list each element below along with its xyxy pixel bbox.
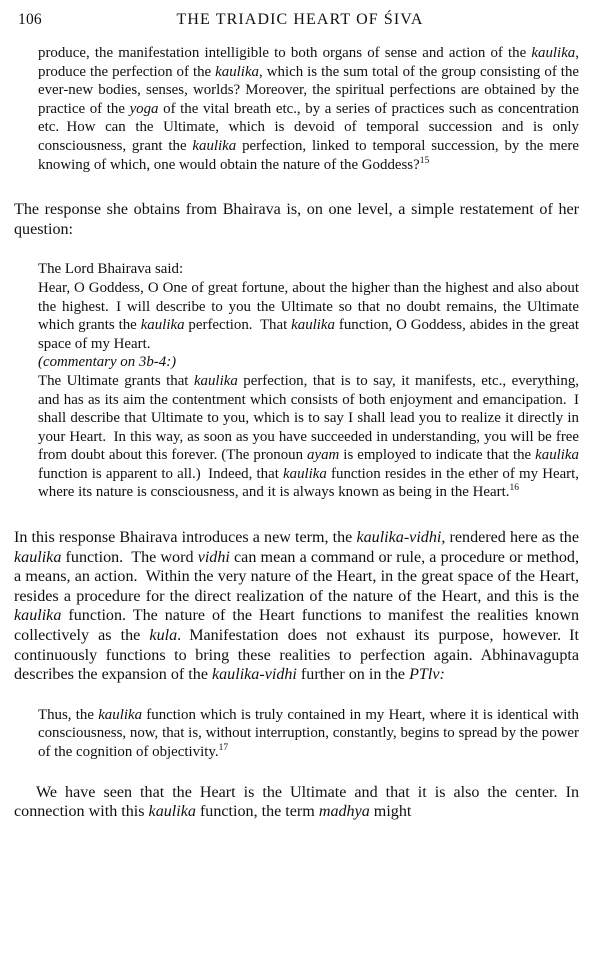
q1-seg5: perfection, linked to temporal succession, by the mere knowing of which, one would obtain the nature of the Goddess? — [38, 137, 579, 173]
q2-italic-kaulika-5: kaulika — [283, 465, 327, 482]
b2-italic-kaulika-1: kaulika — [14, 548, 62, 566]
q3-seg2: function which is truly contained in my Heart, where it is identical with consciousness, now, that is, without interruption, constantly, begins to spread by the power of the cognition of objectivity. — [38, 706, 579, 760]
b3-seg1: We have seen that the Heart is the Ultimate and that it is also the center. In connection with this — [14, 783, 579, 821]
footnote-marker-16: 16 — [509, 483, 519, 494]
b3-italic-kaulika: kaulika — [148, 803, 196, 821]
commentary-label-italic: (commentary on 3b-4:) — [38, 354, 177, 371]
quotation-block-1 — [38, 44, 579, 174]
commentary-label — [38, 353, 579, 372]
running-head — [18, 11, 582, 31]
page-number: 106 — [18, 11, 42, 28]
q2-seg6: is employed to indicate that the — [339, 447, 536, 464]
b2-italic-kula: kula — [149, 627, 178, 645]
q1-seg1: produce, the manifestation intelligible to both organs of sense and action of the — [38, 45, 532, 61]
b2-seg6: . Manifestation does not exhaust its purpose, however. It continuously functions to bring these realities to perfection again. Abhinavagupta describes the expansion of the — [14, 627, 579, 684]
running-title: THE TRIADIC HEART OF ŚIVA — [176, 11, 424, 28]
q2-seg3: function, O Goddess, abides in the great space of my Heart. — [38, 317, 580, 352]
q1-italic-kaulika-2: kaulika — [215, 63, 260, 80]
q1-italic-kaulika-3: kaulika — [192, 137, 237, 154]
q1-seg2: , produce the perfection of the — [38, 45, 579, 80]
b3-seg3: might — [369, 803, 412, 821]
b2-seg1: In this response Bhairava introduces a new term, the — [14, 529, 357, 547]
q3-seg1: Thus, the — [38, 706, 99, 723]
q2-seg8: function resides in the ether of my Heart, where its nature is consciousness, and it is always known as being in the Heart. — [38, 465, 580, 501]
q2-seg1: Hear, O Goddess, O One of great fortune, about the higher than the highest and also about the highest. I will describe to you the Ultimate so that no doubt remains, the Ultimate which grants the — [38, 279, 579, 334]
b2-seg5: function. The nature of the Heart functions to manifest the realities known collectively as the — [14, 607, 579, 645]
q3-italic-kaulika: kaulika — [98, 706, 143, 723]
footnote-marker-15: 15 — [419, 155, 430, 166]
q2-italic-kaulika-3: kaulika — [193, 372, 238, 389]
b2-seg3: function. The word — [61, 548, 198, 566]
body-paragraph-2 — [14, 528, 579, 685]
b3-italic-madhya: madhya — [318, 803, 370, 821]
q2-seg2: perfection. That — [184, 317, 292, 334]
quotation-block-3 — [38, 706, 579, 762]
b2-italic-kaulika-vidhi-1: kaulika-vidhi — [356, 529, 442, 547]
b2-seg4: can mean a command or rule, a procedure or method, a means, an action. Within the very nature of the Heart, in the great space of the Heart, resides a procedure for the direct realization of the nature of the Heart, and this is the — [14, 548, 579, 605]
quotation-2-verse — [38, 279, 579, 353]
b3-seg2: function, the term — [195, 803, 319, 821]
quotation-1-text — [38, 44, 579, 174]
quotation-2-speaker: The Lord Bhairava said: — [38, 261, 184, 278]
b2-italic-vidhi: vidhi — [197, 548, 230, 566]
q1-italic-yoga: yoga — [129, 100, 159, 117]
quotation-2-commentary — [38, 372, 579, 502]
q2-italic-kaulika-2: kaulika — [291, 317, 335, 334]
b2-seg7: further on in the — [296, 666, 410, 684]
quotation-3-text — [38, 706, 579, 762]
q2-italic-kaulika-4: kaulika — [535, 447, 579, 464]
body-paragraph-1: The response she obtains from Bhairava is, on one level, a simple restatement of her question: — [14, 201, 579, 238]
spacer — [14, 239, 579, 260]
spacer — [14, 762, 579, 783]
quotation-block-2 — [38, 260, 579, 502]
q2-seg4: The Ultimate grants that — [38, 372, 194, 389]
q1-seg4: of the vital breath etc., by a series of practices such as concentration etc. How can the Ultimate, which is devoid of temporal succession and is only consciousness, grant the — [38, 100, 579, 154]
q2-italic-kaulika-1: kaulika — [140, 317, 185, 334]
spacer — [14, 174, 579, 200]
b2-italic-ptlv: PTlv: — [409, 666, 445, 684]
q1-seg3: , which is the sum total of the group consisting of the ever-new bodies, senses, worlds? Moreover, the spiritual perfections are obtained by the practice of the — [38, 63, 580, 117]
text-frame — [14, 44, 579, 822]
q1-italic-kaulika-1: kaulika — [531, 45, 576, 61]
q2-seg7: function is apparent to all.) Indeed, that — [38, 465, 284, 482]
footnote-marker-17: 17 — [218, 743, 229, 754]
b2-seg2: , rendered here as the — [441, 529, 579, 547]
spacer — [14, 685, 579, 706]
b2-italic-kaulika-2: kaulika — [14, 607, 62, 625]
body-paragraph-3 — [14, 783, 579, 822]
b2-italic-kaulika-vidhi-2: kaulika-vidhi — [211, 666, 297, 684]
q2-seg5: perfection, that is to say, it manifests, etc., everything, and has as its aim the contentment which consists of both enjoyment and emancipation. I shall describe that Ultimate to you, which is to say I shall lead you to realize it directly in your Heart. In this way, as soon as you have succeeded in understanding, you will be free from doubt about this forever. (The pronoun — [38, 372, 579, 464]
q2-italic-ayam: ayam — [307, 447, 340, 464]
spacer — [14, 502, 579, 528]
